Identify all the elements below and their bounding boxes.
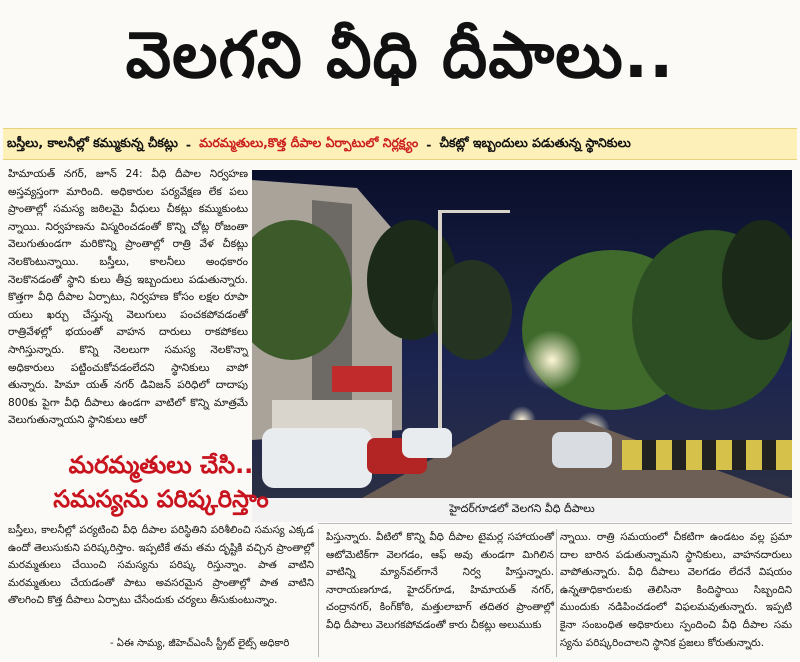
right-column-text: న్నాయి. రాత్రి సమయంలో చీకటిగా ఉండటం వల్ల ప్రమా దాల బారిన పడుతున్నామని స్థానికులు, వాహనదారులు వాపోతున్నారు. వీధి దీపాలు వెలగడం లేదనే విషయం ఉన్నతాధికారులకు తెలిసినా కిందిస్థాయి సిబ్బందిని ముందుకు నడిపించడంలో విఫలమవుతున్నారు. ఇప్పటి కైనా సంబంధిత అధికారులు స్పందించి వీధి దీపాల సమ స్యను పరిష్కరించాలని స్థానిక ప్రజలు కోరుతున్నారు. — [560, 531, 792, 649]
quote-body — [8, 522, 314, 610]
subbar-part-2: మరమ్మతులు,కొత్త దీపాల ఏర్పాటులో నిర్లక్ష్యం — [199, 134, 419, 150]
article-left-column — [8, 166, 248, 430]
photo-caption: హైదర్‌గూడలో వెలగని వీధి దీపాలు — [252, 498, 792, 522]
subheadline-quote — [8, 448, 314, 518]
subheadline-strip — [3, 128, 797, 160]
quote-text: బస్తీలు, కాలనీల్లో పర్యటించి వీధి దీపాల పరిస్థితిని పరిశీలించి సమస్య ఎక్కడ ఉందో తెలుసుకుని పరిష్కరిస్తాం. ఇప్పటికే తమ తమ దృష్టికి వచ్చిన ప్రాంతాల్లో మరమ్మతులు చేయించి సమస్యను పరిష్క రిస్తున్నాం. పాత వాటిని మరమ్మతులు చేయడంతో పాటు అవసరమైన ప్రాంతాల్లో పాత వాటిని తొలగించి కొత్త దీపాలు ఏర్పాటు చేసేందుకు చర్యలు తీసుకుంటున్నాం. — [8, 524, 314, 607]
article-right-column — [560, 529, 792, 652]
subheadline-line-1: మరమ్మతులు చేసి.. — [68, 451, 254, 479]
article-middle-column — [326, 529, 554, 635]
article-body-text: హిమాయత్ నగర్, జూన్ 24: వీధి దీపాల నిర్వహణ అస్తవ్యస్తంగా మారింది. అధికారుల పర్యవేక్షణ లేక పలు ప్రాంతాల్లో సమస్య జఠిలమై వీధులు చీకట్లు కమ్ముకుంటు న్నాయి. నిర్వహణను విస్మరించడంతో కొన్ని చోట్ల రోజంతా వెలుగుతుండగా మరికొన్ని ప్రాంతాల్లో రాత్రి వేళ చీకట్లు నెలకొంటున్నాయి. బస్తీలు, కాలనీలు అంధకారం నెలకొనడంతో స్థాని కులు తీవ్ర ఇబ్బందులు పడుతున్నారు. కొత్తగా వీధి దీపాల ఏర్పాటు, నిర్వహణ కోసం లక్షల రూపా యలు ఖర్చు చేస్తున్న వెలుగులు పంచకపోవడంతో రాత్రివేళల్లో భయంతో వాహన దారులు రాకపోకలు సాగిస్తున్నారు. కొన్ని నెలలుగా సమస్య నెలకొన్నా అధికారులు పట్టించుకోవడంలేదని స్థానికులు వాపో తున్నారు. హిమా యత్ నగర్ డివిజన్ పరిధిలో దాదాపు 800కు పైగా వీధి దీపాలు ఉండగా వాటిలో కొన్ని మాత్రమే వెలుగుతున్నాయని స్థానికులు ఆరో — [8, 168, 248, 427]
street-photo-illustration — [252, 170, 792, 498]
divider-vertical-2 — [556, 529, 557, 657]
divider-vertical-1 — [318, 529, 319, 657]
street-night-photo — [252, 170, 792, 498]
subbar-part-1: బస్తీలు, కాలనీల్లో కమ్ముకున్న చీకట్లు — [7, 134, 178, 150]
subbar-part-3: చీకట్లో ఇబ్బందులు పడుతున్న స్థానికులు — [439, 134, 631, 150]
subbar-separator-1: - — [185, 136, 192, 152]
subbar-separator-2: - — [426, 136, 432, 152]
page-title: వెలగని వీధి దీపాలు.. — [125, 18, 675, 93]
quote-signature: - ఏఈ సామ్య, జీహెచ్ఎంసీ స్ట్రీట్ లైట్స్ అధికారి — [110, 638, 290, 649]
headline-banner — [0, 0, 800, 126]
divider-horizontal — [318, 523, 792, 524]
subheadline-line-2: సమస్యను పరిష్కరిస్తాం — [53, 485, 269, 513]
middle-column-text: పిస్తున్నారు. వీటిలో కొన్ని వీధి దీపాల టైమర్ల సహాయంతో ఆటోమెటిక్‌గా వెలగడం, ఆఫ్ అవు తుండగా మిగిలిన వాటిన్ని మ్యాన్‌వల్‌గానే నిర్వ హిస్తున్నారు. నారాయణగూడ, హైదర్‌గూడ, హిమాయత్ నగర్, చంద్రానగర్, కింగ్‌కోఠి, మత్తులాబాగ్ తదితర ప్రాంతాల్లో వీధి దీపాలు వెలుగకపోవడంతో కారు చీకట్లు అలుముకు — [326, 531, 554, 631]
